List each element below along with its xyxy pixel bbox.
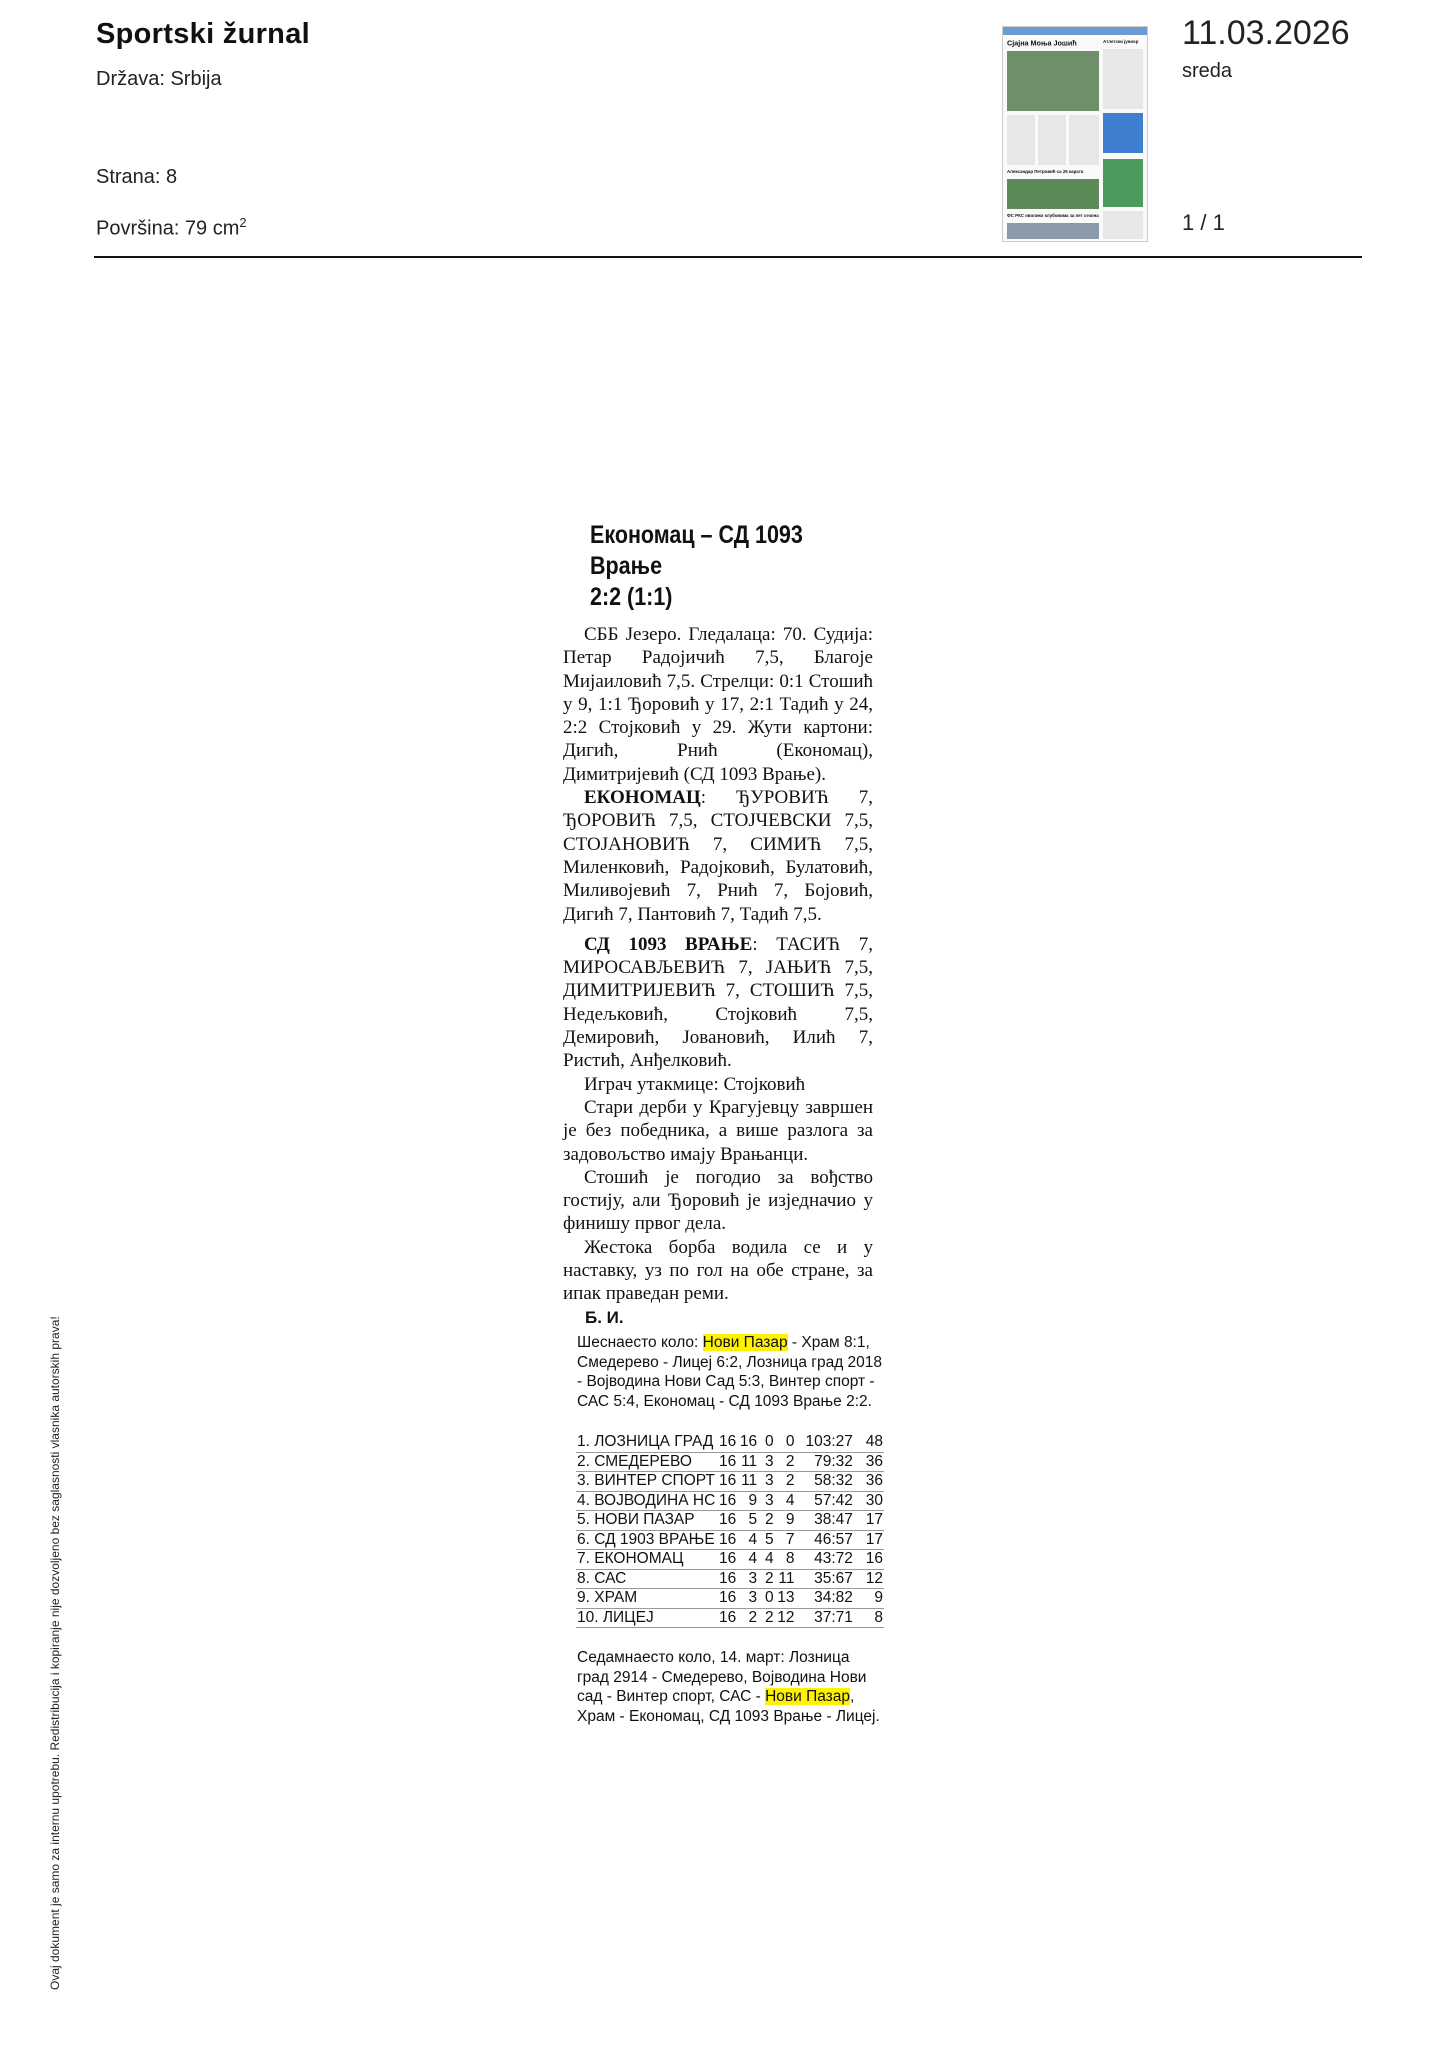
- standings-drawn: 4: [758, 1550, 774, 1570]
- standings-won: 5: [737, 1511, 758, 1531]
- standings-drawn: 2: [758, 1511, 774, 1531]
- standings-won: 11: [737, 1452, 758, 1472]
- standings-played: 16: [716, 1511, 737, 1531]
- standings-played: 16: [716, 1589, 737, 1609]
- country-label: Država: Srbija: [96, 68, 222, 90]
- date: 11.03.2026: [1182, 14, 1350, 52]
- thumb-topbar: [1003, 27, 1147, 35]
- match-details: СББ Језеро. Гледалаца: 70. Судија: Петар Радојичић 7,5, Благоје Мијаиловић 7,5. Стрелци: 0:1 Стошић у 9, 1:1 Ђоровић у 17, 2:1 Тадић у 24, 2:2 Стојковић у 29. Жути картони: Дигић, Рнић (Економац), Димитријевић (СД 1093 Врање).: [563, 624, 873, 785]
- thumb-headline-3: Александар Петровић са 25 карата: [1007, 169, 1084, 174]
- paragraph: Стошић је погодио за вођство гостију, али Ђоровић је изједначио у финишу првог дела.: [563, 1166, 873, 1235]
- thumb-column: [1069, 115, 1099, 165]
- standings-goals: 38:47: [796, 1511, 854, 1531]
- standings-points: 12: [854, 1569, 884, 1589]
- standings-points: 48: [854, 1433, 884, 1452]
- standings-goals: 57:42: [796, 1491, 854, 1511]
- standings-team: 10. ЛИЦЕЈ: [576, 1608, 716, 1628]
- standings-team: 9. ХРАМ: [576, 1589, 716, 1609]
- standings-drawn: 5: [758, 1530, 774, 1550]
- thumb-column: [1038, 115, 1066, 165]
- area-text: Površina: 79 cm: [96, 217, 240, 240]
- standings-won: 11: [737, 1472, 758, 1492]
- standings-goals: 58:32: [796, 1472, 854, 1492]
- article-headline: [590, 520, 874, 613]
- thumb-photo-4: [1007, 223, 1099, 239]
- standings-team: 7. ЕКОНОМАЦ: [576, 1550, 716, 1570]
- standings-points: 36: [854, 1472, 884, 1492]
- standings-lost: 7: [775, 1530, 796, 1550]
- page-count: 1 / 1: [1182, 210, 1225, 235]
- thumb-column: [1103, 49, 1143, 109]
- round-16-results: [577, 1333, 885, 1411]
- standings-drawn: 3: [758, 1472, 774, 1492]
- paragraph: Жестока борба водила се и у наставку, уз по гол на обе стране, за ипак праведан реми.: [563, 1236, 873, 1305]
- standings-lost: 8: [775, 1550, 796, 1570]
- standings-won: 3: [737, 1589, 758, 1609]
- standings-drawn: 2: [758, 1608, 774, 1628]
- standings-table: [576, 1433, 884, 1628]
- standings-points: 9: [854, 1589, 884, 1609]
- header-divider: [94, 256, 1362, 258]
- standings-body: [576, 1433, 884, 1628]
- standings-played: 16: [716, 1433, 737, 1452]
- thumb-photo-3: [1103, 159, 1143, 207]
- standings-row: [576, 1433, 884, 1452]
- standings-row: [576, 1530, 884, 1550]
- standings-played: 16: [716, 1569, 737, 1589]
- area-exponent: 2: [239, 215, 247, 230]
- standings-team: 1. ЛОЗНИЦА ГРАД: [576, 1433, 716, 1452]
- standings-played: 16: [716, 1550, 737, 1570]
- standings-drawn: 0: [758, 1589, 774, 1609]
- standings-team: 3. ВИНТЕР СПОРТ: [577, 1472, 715, 1489]
- round-17-fixtures: [577, 1648, 885, 1726]
- page-label: Strana: 8: [96, 166, 178, 188]
- standings-points: 17: [854, 1511, 884, 1531]
- standings-won: 9: [737, 1491, 758, 1511]
- standings-goals: 46:57: [796, 1530, 854, 1550]
- headline-line-2: 2:2 (1:1): [590, 583, 673, 611]
- standings-played: 16: [716, 1491, 737, 1511]
- standings-drawn: 3: [758, 1491, 774, 1511]
- weekday: sreda: [1182, 60, 1233, 82]
- standings-drawn: 0: [758, 1433, 774, 1452]
- round16-prefix: Шеснаесто коло:: [577, 1334, 703, 1351]
- standings-row: [576, 1608, 884, 1628]
- thumb-photo-1: [1007, 51, 1099, 111]
- publication-title: Sportski žurnal: [96, 18, 310, 50]
- article-body: [563, 623, 873, 1306]
- author: Б. И.: [585, 1307, 624, 1327]
- thumb-headline-2: Атлетски јуниор: [1103, 39, 1139, 44]
- standings-played: 16: [716, 1452, 737, 1472]
- standings-row: [576, 1472, 884, 1492]
- standings-row: [576, 1550, 884, 1570]
- standings-drawn: 3: [758, 1452, 774, 1472]
- page-thumbnail[interactable]: [1002, 26, 1148, 242]
- standings-team: 5. НОВИ ПАЗАР: [576, 1511, 716, 1531]
- headline-line-1: Економац – СД 1093 Врање: [590, 521, 803, 580]
- standings-lost: 2: [775, 1452, 796, 1472]
- round16-rest: - Храм 8:1, Смедерево - Лицеј 6:2, Лозница град 2018 - Војводина Нови Сад 5:3, Винтер спорт - САС 5:4, Економац - СД 1093 Врање 2:2.: [577, 1334, 883, 1410]
- standings-won: 4: [737, 1530, 758, 1550]
- standings-goals: 35:67: [796, 1569, 854, 1589]
- thumb-headline-1: Сјајна Моња Јошић: [1007, 39, 1077, 48]
- standings-lost: 2: [775, 1472, 796, 1492]
- standings-team: 4. ВОЈВОДИНА НС: [577, 1491, 716, 1509]
- standings-row: [576, 1452, 884, 1472]
- lineup-home-players: : ЂУРОВИЋ 7, ЂОРОВИЋ 7,5, СТОЈЧЕВСКИ 7,5, СТОЈАНОВИЋ 7, СИМИЋ 7,5, Миленковић, Радојковић, Булатовић, Миливојевић 7, Рнић 7, Бојовић, Дигић 7, Пантовић 7, Тадић 7,5.: [563, 787, 873, 925]
- standings-played: 16: [716, 1530, 737, 1550]
- standings-lost: 12: [775, 1608, 796, 1628]
- standings-won: 4: [737, 1550, 758, 1570]
- standings-team: 8. САС: [576, 1569, 716, 1589]
- standings-lost: 4: [775, 1491, 796, 1511]
- thumb-ad: [1103, 113, 1143, 153]
- area-label: [96, 215, 247, 241]
- standings-team: 6. СД 1903 ВРАЊЕ: [577, 1530, 715, 1548]
- standings-lost: 0: [775, 1433, 796, 1452]
- standings-points: 17: [854, 1530, 884, 1550]
- standings-points: 36: [854, 1452, 884, 1472]
- standings-points: 16: [854, 1550, 884, 1570]
- article: [563, 520, 873, 1328]
- standings-points: 8: [854, 1608, 884, 1628]
- standings-row: [576, 1589, 884, 1609]
- standings-lost: 9: [775, 1511, 796, 1531]
- thumb-headline-4: ФС РКС оволико клубовима за пет сезона: [1007, 213, 1099, 218]
- thumb-column: [1103, 211, 1143, 239]
- standings-played: 16: [716, 1608, 737, 1628]
- standings-row: [576, 1511, 884, 1531]
- round17-prefix: Седамнаесто коло, 14. март: Лозница град 2914 - Смедерево, Војводина Нови сад - Винтер спорт, САС -: [577, 1649, 867, 1706]
- standings-won: 2: [737, 1608, 758, 1628]
- lineup-home: [563, 786, 873, 926]
- paragraph: Стари дерби у Крагујевцу завршен је без победника, а више разлога за задовољство имају Врањанци.: [563, 1096, 873, 1165]
- standings-row: [576, 1569, 884, 1589]
- standings-drawn: 2: [758, 1569, 774, 1589]
- standings-row: [576, 1491, 884, 1511]
- standings-goals: 37:71: [796, 1608, 854, 1628]
- standings-goals: 103:27: [796, 1433, 854, 1452]
- round17-rest: , Храм - Економац, СД 1093 Врање - Лицеј.: [577, 1688, 880, 1725]
- highlighted-term: Нови Пазар: [702, 1334, 788, 1351]
- standings-played: 16: [716, 1472, 737, 1492]
- standings-goals: 34:82: [796, 1589, 854, 1609]
- copyright-note: Ovaj dokument je samo za internu upotrebu. Redistribucija i kopiranje nije dozvoljeno bez saglasnosti vlasnika autorskih prava!: [48, 1316, 62, 1990]
- lineup-away: [563, 933, 873, 1073]
- standings-goals: 79:32: [796, 1452, 854, 1472]
- thumb-photo-2: [1007, 179, 1099, 209]
- standings-won: 16: [737, 1433, 758, 1452]
- standings-points: 30: [854, 1491, 884, 1511]
- lineup-away-players: : ТАСИЋ 7, МИРОСАВЉЕВИЋ 7, ЈАЊИЋ 7,5, ДИМИТРИЈЕВИЋ 7, СТОШИЋ 7,5, Недељковић, Стојковић 7,5, Демировић, Јовановић, Илић 7, Ристић, Анђелковић.: [563, 933, 873, 1072]
- standings-lost: 11: [775, 1569, 796, 1589]
- thumb-column: [1007, 115, 1035, 165]
- highlighted-term: Нови Пазар: [765, 1688, 851, 1706]
- team-home-name: ЕКОНОМАЦ: [584, 787, 701, 809]
- standings-goals: 43:72: [796, 1550, 854, 1570]
- standings-team: 2. СМЕДЕРЕВО: [576, 1452, 716, 1472]
- player-of-match: Играч утакмице: Стојковић: [584, 1073, 806, 1095]
- standings-lost: 13: [775, 1589, 796, 1609]
- team-away-name: СД 1093 ВРАЊЕ: [584, 933, 753, 955]
- standings-won: 3: [737, 1569, 758, 1589]
